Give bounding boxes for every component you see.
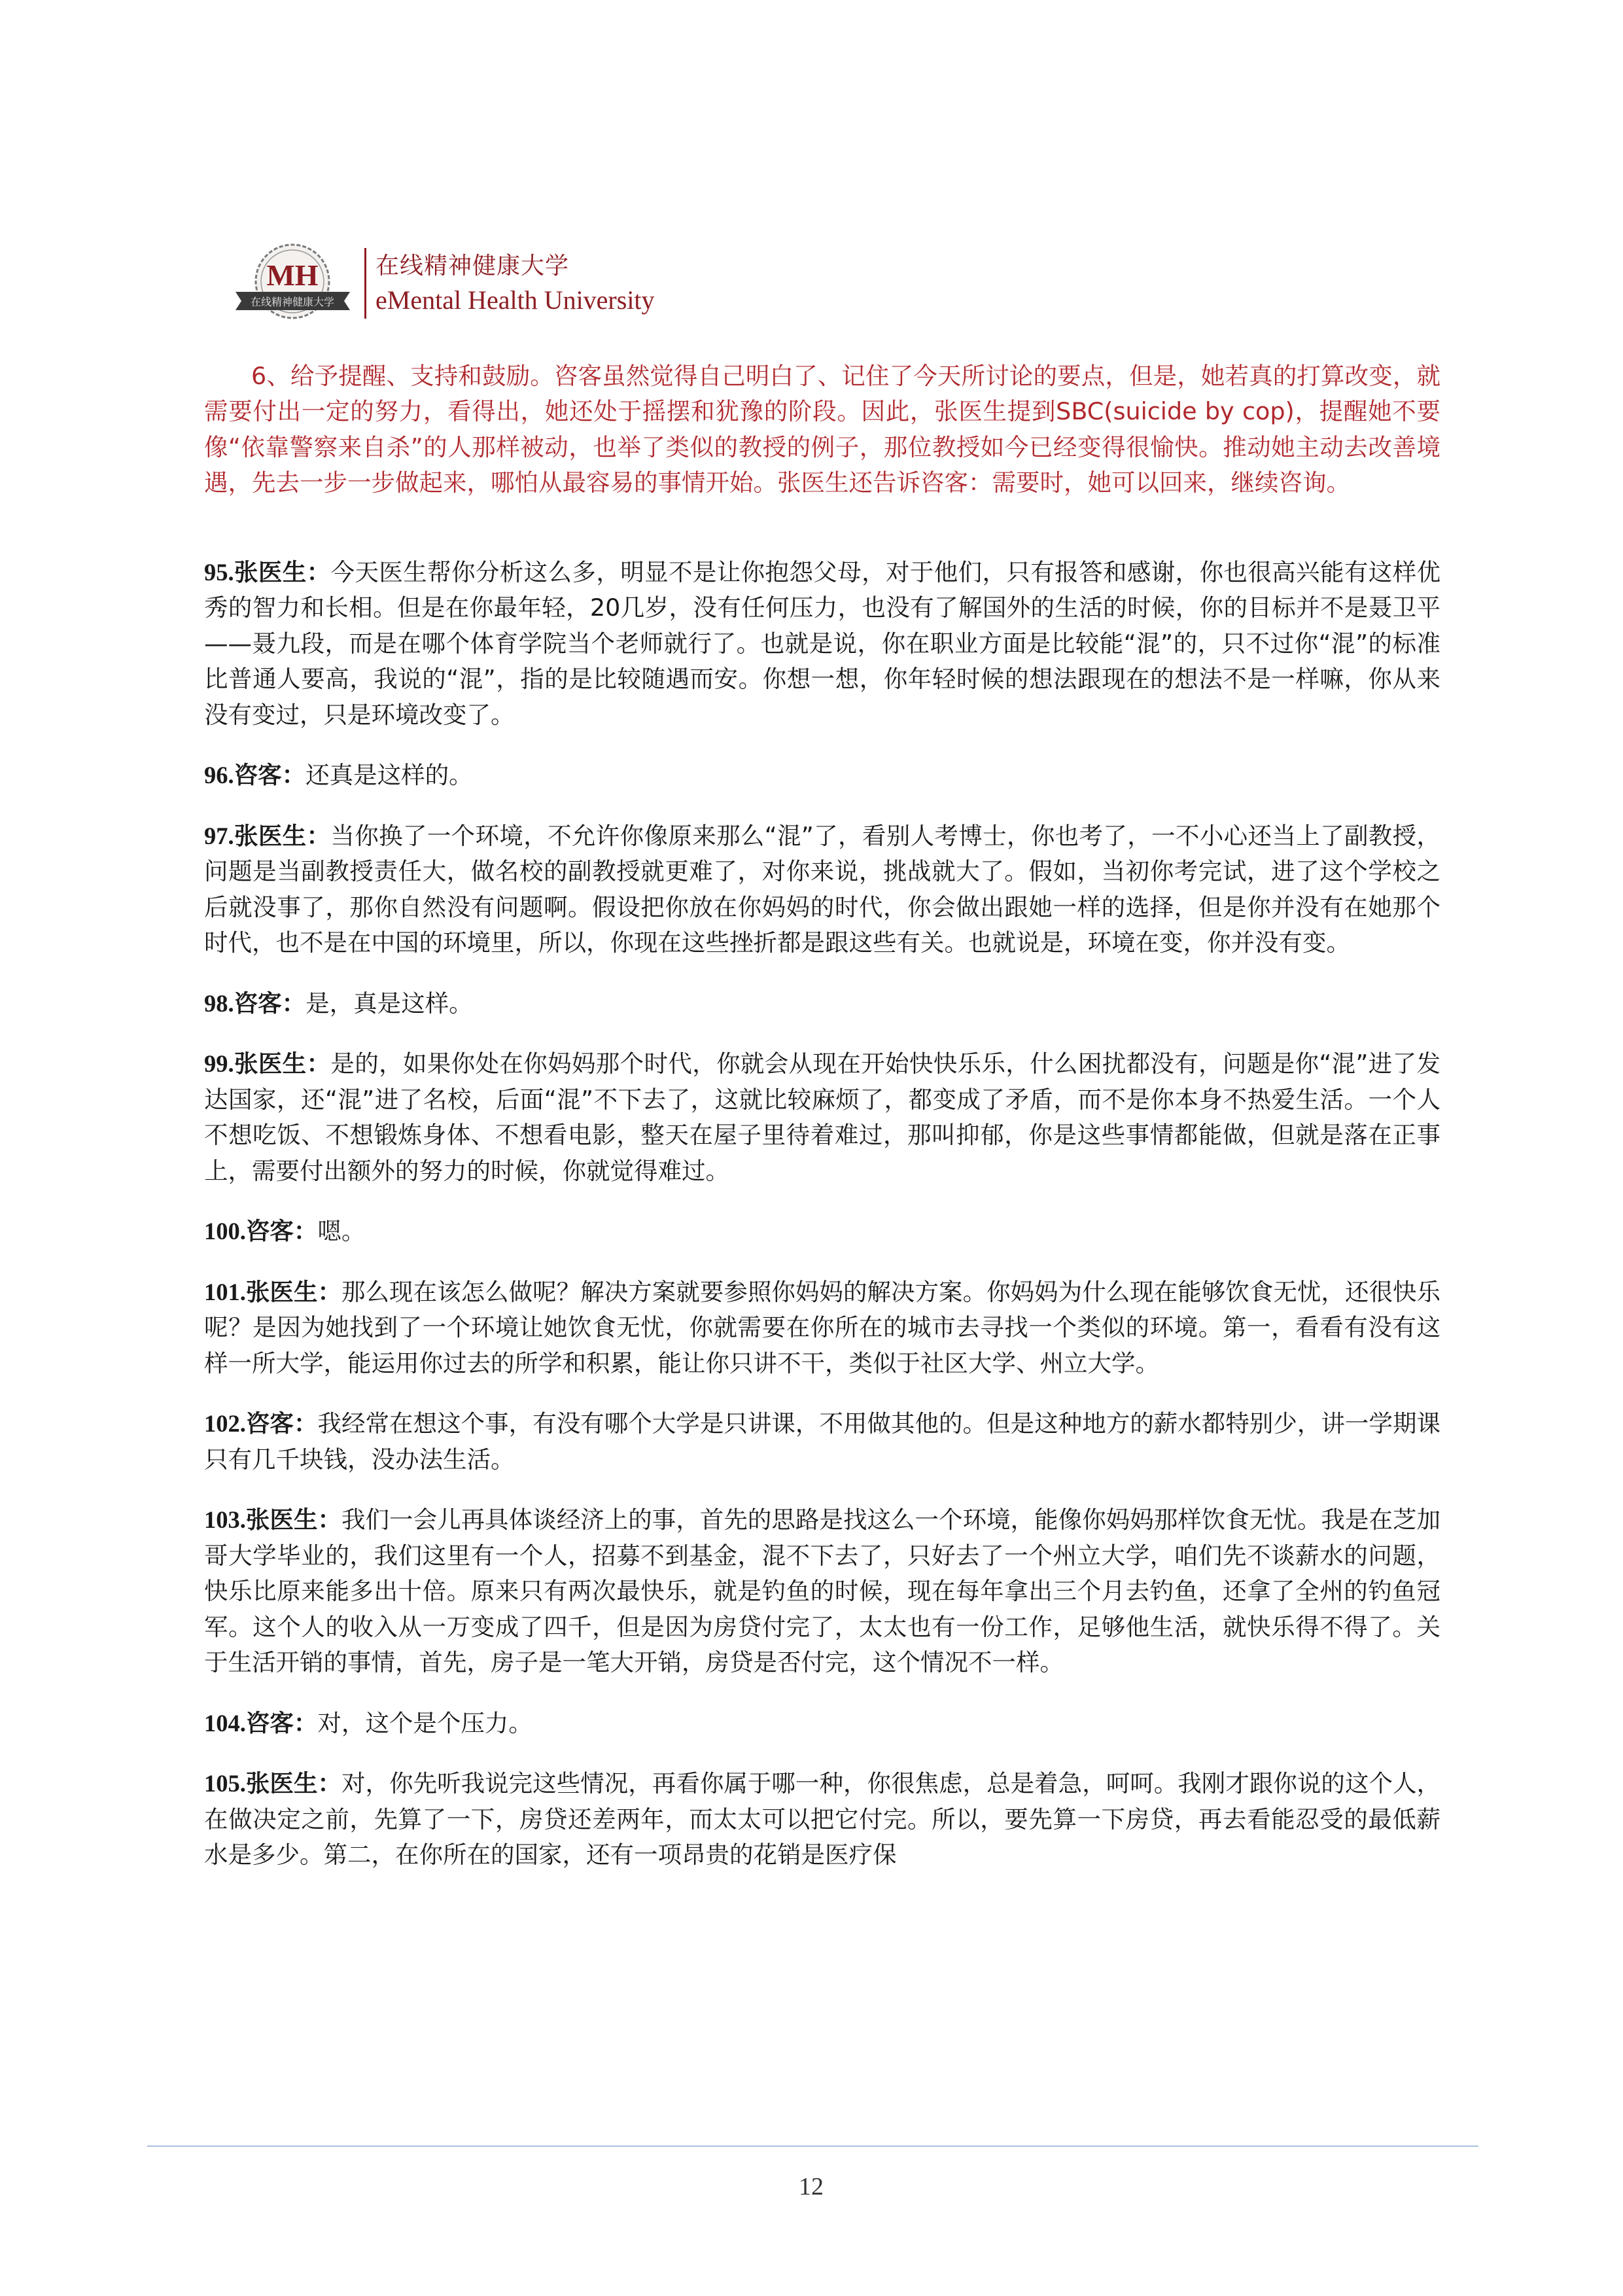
dialogue-text: 我们一会儿再具体谈经济上的事，首先的思路是找这么一个环境，能像你妈妈那样饮食无忧。我是在芝加哥大学毕业的，我们这里有一个人，招募不到基金，混不下去了，只好去了一个州立大学，咱们先不谈薪水的问题，快乐比原来能多出十倍。原来只有两次最快乐，就是钓鱼的时候，现在每年拿出三个月去钓鱼，还拿了全州的钓鱼冠军。这个人的收入从一万变成了四千，但是因为房贷付完了，太太也有一份工作，足够他生活，就快乐得不得了。关于生活开销的事情，首先，房子是一笔大开销，房贷是否付完，这个情况不一样。 — [204, 1506, 1441, 1677]
dialogue-text: 对，你先听我说完这些情况，再看你属于哪一种，你很焦虑，总是着急，呵呵。我刚才跟你说的这个人，在做决定之前，先算了一下，房贷还差两年，而太太可以把它付完。所以，要先算一下房贷，再去看能忍受的最低薪水是多少。第二，在你所在的国家，还有一项昂贵的花销是医疗保 — [204, 1769, 1441, 1869]
paragraph-number: 105. — [204, 1770, 246, 1797]
counselor-note: 6、给予提醒、支持和鼓励。咨客虽然觉得自己明白了、记住了今天所讨论的要点，但是，她若真的打算改变，就需要付出一定的努力，看得出，她还处于摇摆和犹豫的阶段。因此，张医生提到SBC(suicide by cop)，提醒她不要像“依靠警察来自杀”的人那样被动，也举了类似的教授的例子，那位教授如今已经变得很愉快。推动她主动去改善境遇，先去一步一步做起来，哪怕从最容易的事情开始。张医生还告诉咨客：需要时，她可以回来，继续咨询。 — [204, 362, 1440, 497]
paragraph-number: 95. — [204, 558, 234, 586]
dialogue-text: 今天医生帮你分析这么多，明显不是让你抱怨父母，对于他们，只有报答和感谢，你也很高兴能有这样优秀的智力和长相。但是在你最年轻，20几岁，没有任何压力，也没有了解国外的生活的时候，你的目标并不是聂卫平——聂九段，而是在哪个体育学院当个老师就行了。也就是说，你在职业方面是比较能“混”的，只不过你“混”的标准比普通人要高，我说的“混”，指的是比较随遇而安。你想一想，你年轻时候的想法跟现在的想法不是一样嘛，你从来没有变过，只是环境改变了。 — [204, 557, 1440, 729]
paragraph-number: 96. — [204, 762, 234, 789]
speaker-label: 张医生： — [245, 1277, 341, 1306]
paragraph-number: 104. — [204, 1709, 246, 1737]
header-divider — [364, 248, 366, 319]
dialogue-text: 是的，如果你处在你妈妈那个时代，你就会从现在开始快快乐乐，什么困扰都没有，问题是你“混”进了发达国家，还“混”进了名校，后面“混”不下去了，这就比较麻烦了，都变成了矛盾，而不是你本身不热爱生活。一个人不想吃饭、不想锻炼身体、不想看电影，整天在屋子里待着难过，那叫抑郁，你是这些事情都能做，但就是落在正事上，需要付出额外的努力的时候，你就觉得难过。 — [204, 1050, 1441, 1185]
dialogue-text: 我经常在想这个事，有没有哪个大学是只讲课，不用做其他的。但是这种地方的薪水都特别少，讲一学期课只有几千块钱，没办法生活。 — [204, 1409, 1441, 1474]
footer-rule — [147, 2146, 1478, 2147]
speaker-label: 张医生： — [234, 557, 331, 586]
dialogue-paragraph — [204, 819, 1440, 961]
dialogue-transcript — [204, 555, 1440, 1873]
speaker-label: 咨客： — [234, 761, 306, 790]
logo-monogram: MH — [266, 258, 319, 292]
page-number: 12 — [799, 2173, 824, 2200]
paragraph-number: 103. — [204, 1506, 246, 1534]
dialogue-paragraph — [204, 1706, 1440, 1742]
speaker-label: 张医生： — [245, 1769, 341, 1798]
logo-ribbon-text: 在线精神健康大学 — [250, 296, 335, 308]
dialogue-paragraph — [204, 1046, 1440, 1189]
paragraph-number: 98. — [204, 989, 234, 1017]
logo-emblem — [229, 241, 357, 326]
brand-name-chinese: 在线精神健康大学 — [375, 253, 570, 279]
speaker-label: 张医生： — [234, 1050, 331, 1078]
paragraph-number: 100. — [204, 1218, 246, 1245]
dialogue-paragraph — [204, 1502, 1440, 1681]
speaker-label: 咨客： — [245, 1708, 318, 1737]
dialogue-paragraph — [204, 1214, 1440, 1250]
dialogue-paragraph — [204, 555, 1440, 733]
dialogue-text: 是，真是这样。 — [305, 989, 473, 1017]
speaker-label: 咨客： — [245, 1409, 318, 1438]
paragraph-number: 97. — [204, 822, 234, 849]
dialogue-paragraph — [204, 986, 1440, 1022]
dialogue-paragraph — [204, 758, 1440, 794]
dialogue-text: 那么现在该怎么做呢？解决方案就要参照你妈妈的解决方案。你妈妈为什么现在能够饮食无忧，还很快乐呢？是因为她找到了一个环境让她饮食无忧，你就需要在你所在的城市去寻找一个类似的环境。第一，看看有没有这样一所大学，能运用你过去的所学和积累，能让你只讲不干，类似于社区大学、州立大学。 — [204, 1277, 1441, 1377]
dialogue-text: 还真是这样的。 — [305, 761, 473, 790]
dialogue-text: 当你换了一个环境，不允许你像原来那么“混”了，看别人考博士，你也考了，一不小心还当上了副教授，问题是当副教授责任大，做名校的副教授就更难了，对你来说，挑战就大了。假如，当初你考完试，进了这个学校之后就没事了，那你自然没有问题啊。假设把你放在你妈妈的时代，你会做出跟她一样的选择，但是你并没有在她那个时代，也不是在中国的环境里，所以，你现在这些挫折都是跟这些有关。也就说是，环境在变，你并没有变。 — [204, 821, 1441, 957]
paragraph-number: 101. — [204, 1278, 246, 1305]
paragraph-number: 99. — [204, 1050, 234, 1078]
brand-name-english: eMental Health University — [375, 285, 655, 315]
speaker-label: 张医生： — [234, 821, 331, 850]
paragraph-number: 102. — [204, 1410, 246, 1438]
dialogue-text: 对，这个是个压力。 — [317, 1708, 532, 1737]
document-header — [229, 241, 655, 326]
dialogue-paragraph — [204, 1275, 1440, 1382]
speaker-label: 张医生： — [245, 1506, 341, 1534]
brand-name — [375, 249, 655, 317]
speaker-label: 咨客： — [234, 989, 306, 1017]
dialogue-paragraph — [204, 1766, 1440, 1873]
document-body — [204, 359, 1440, 1898]
university-logo — [229, 241, 357, 326]
speaker-label: 咨客： — [245, 1217, 318, 1246]
dialogue-paragraph — [204, 1406, 1440, 1477]
dialogue-text: 嗯。 — [317, 1217, 366, 1246]
